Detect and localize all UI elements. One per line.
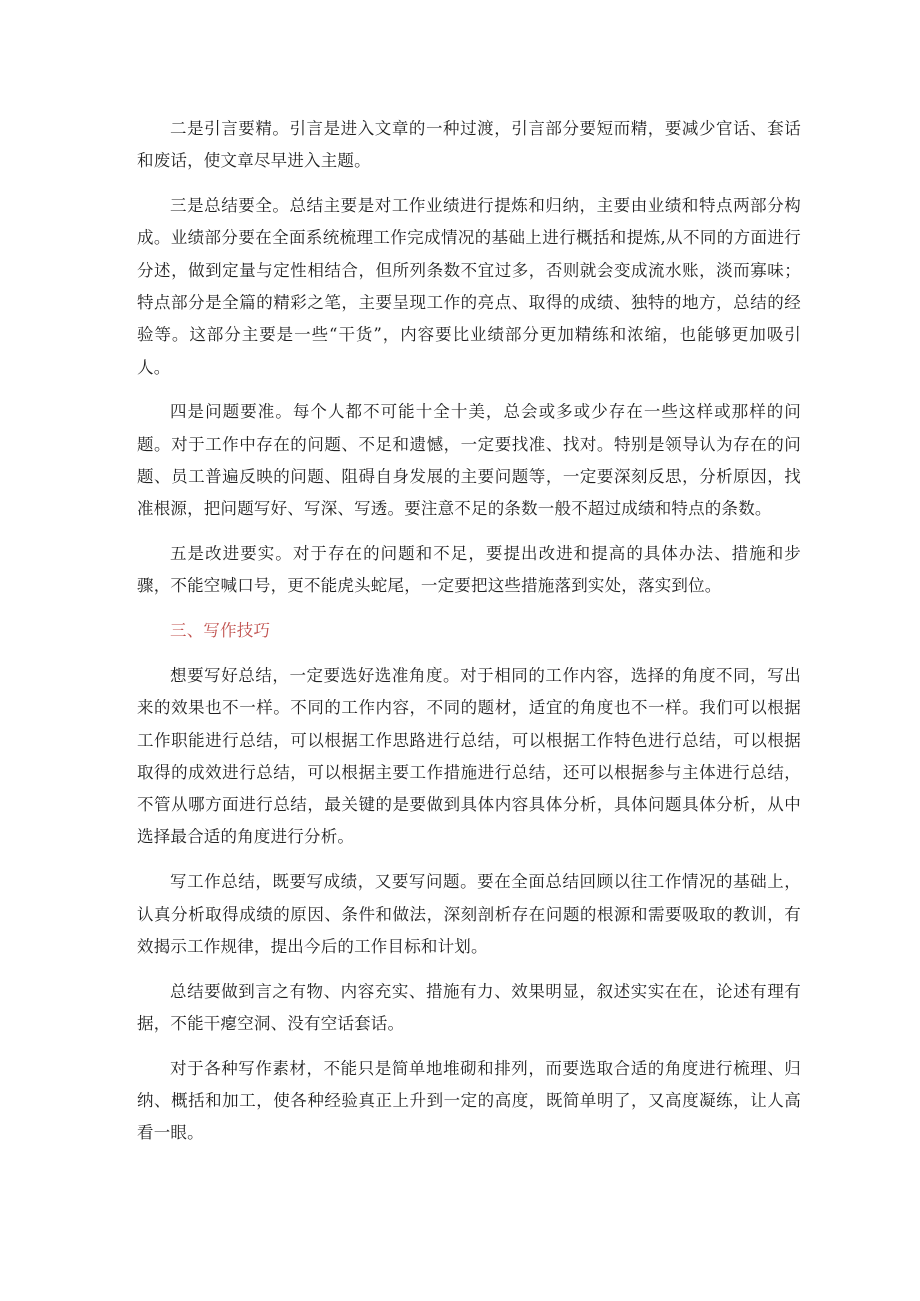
- section-heading-writing-skills: 三、写作技巧: [170, 621, 271, 641]
- paragraph-achievements-and-problems: 写工作总结，既要写成绩，又要写问题。要在全面总结回顾以往工作情况的基础上，认真分析取得成绩的原因、条件和做法，深刻剖析存在问题的根源和需要吸取的教训，有效揭示工作规律，提出今后的工作目标和计划。: [137, 872, 801, 956]
- document-page: [137, 113, 801, 1162]
- paragraph-improvement-practical: 五是改进要实。对于存在的问题和不足，要提出改进和提高的具体办法、措施和步骤，不能空喊口号，更不能虎头蛇尾，一定要把这些措施落到实处，落实到位。: [137, 544, 801, 596]
- paragraph-introduction-concise: 二是引言要精。引言是进入文章的一种过渡，引言部分要短而精，要减少官话、套话和废话，使文章尽早进入主题。: [137, 119, 801, 171]
- paragraph-summary-complete: 三是总结要全。总结主要是对工作业绩进行提炼和归纳，主要由业绩和特点两部分构成。业绩部分要在全面系统梳理工作完成情况的基础上进行概括和提炼,从不同的方面进行分述，做到定量与定性相结合，但所列条数不宜过多，否则就会变成流水账，淡而寡味；特点部分是全篇的精彩之笔，主要呈现工作的亮点、取得的成绩、独特的地方，总结的经验等。这部分主要是一些“干货”，内容要比业绩部分更加精练和浓缩，也能够更加吸引人。: [137, 196, 801, 377]
- paragraph-organize-materials: 对于各种写作素材，不能只是简单地堆砌和排列，而要选取合适的角度进行梳理、归纳、概括和加工，使各种经验真正上升到一定的高度，既简单明了，又高度凝练，让人高看一眼。: [137, 1058, 801, 1143]
- paragraph-substantive-content: 总结要做到言之有物、内容充实、措施有力、效果明显，叙述实实在在，论述有理有据，不能干瘪空洞、没有空话套话。: [137, 981, 801, 1033]
- paragraph-problems-accurate: 四是问题要准。每个人都不可能十全十美，总会或多或少存在一些这样或那样的问题。对于工作中存在的问题、不足和遗憾，一定要找准、找对。特别是领导认为存在的问题、员工普遍反映的问题、阻碍自身发展的主要问题等，一定要深刻反思，分析原因，找准根源，把问题写好、写深、写透。要注意不足的条数一般不超过成绩和特点的条数。: [137, 402, 801, 519]
- paragraph-choose-angle: 想要写好总结，一定要选好选准角度。对于相同的工作内容，选择的角度不同，写出来的效果也不一样。不同的工作内容，不同的题材，适宜的角度也不一样。我们可以根据工作职能进行总结，可以根据工作思路进行总结，可以根据工作特色进行总结，可以根据取得的成效进行总结，可以根据主要工作措施进行总结，还可以根据参与主体进行总结，不管从哪方面进行总结，最关键的是要做到具体内容具体分析，具体问题具体分析，从中选择最合适的角度进行分析。: [137, 665, 801, 847]
